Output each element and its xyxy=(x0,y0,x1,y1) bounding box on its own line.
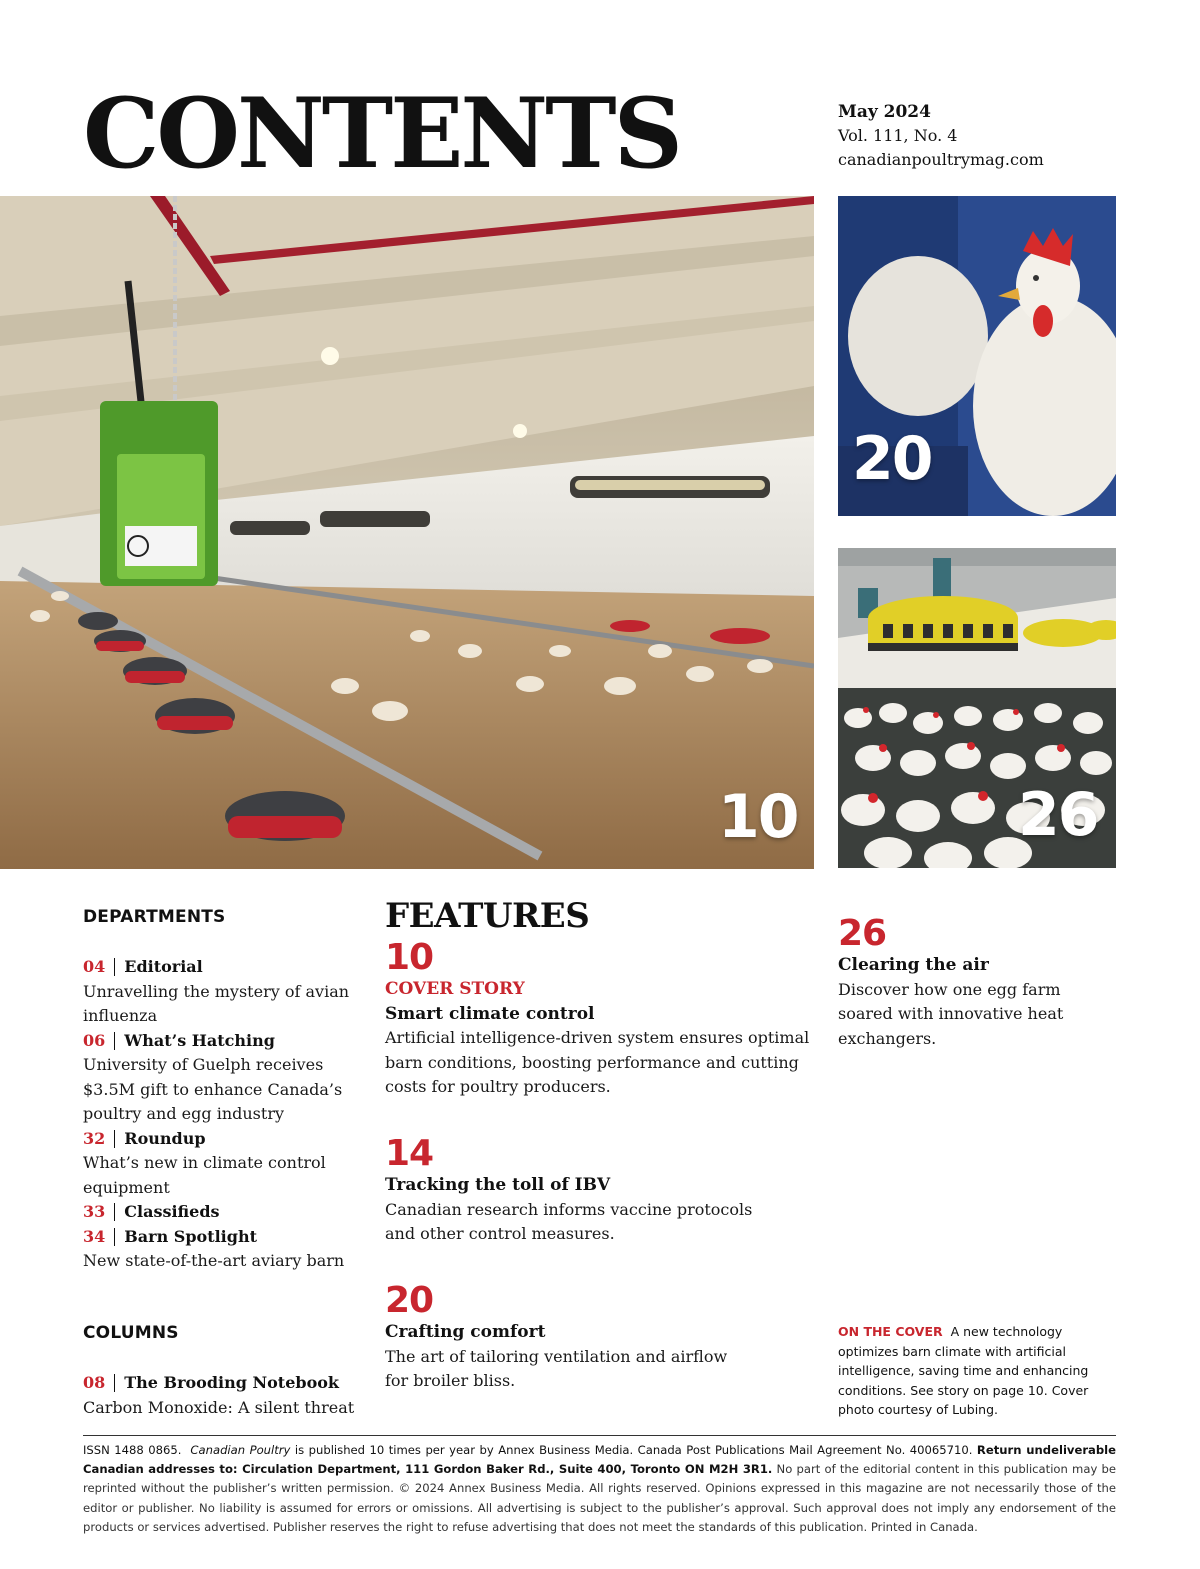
feature-title: Crafting comfort xyxy=(385,1322,546,1342)
item-description: What’s new in climate control equipment xyxy=(83,1153,326,1197)
page-number-badge: 26 xyxy=(1018,780,1098,850)
columns-list xyxy=(83,1371,358,1420)
columns-heading: COLUMNS xyxy=(83,1323,179,1343)
publication-name: Canadian Poultry xyxy=(190,1443,291,1457)
list-item[interactable] xyxy=(83,1029,358,1054)
feature-page-number: 10 xyxy=(385,937,434,978)
divider xyxy=(114,1130,115,1148)
item-title: Editorial xyxy=(124,957,203,976)
item-title: Classifieds xyxy=(124,1202,220,1221)
main-photo-barn[interactable] xyxy=(0,196,814,869)
list-item[interactable] xyxy=(83,1200,358,1225)
publication-info: is published 10 times per year by Annex Business Media. Canada Post Publications Mail Agreement No. 40065710. xyxy=(294,1443,973,1457)
item-title: What’s Hatching xyxy=(124,1030,275,1050)
issue-volume: Vol. 111, No. 4 xyxy=(838,126,958,145)
feature-description: Canadian research informs vaccine protocols and other control measures. xyxy=(385,1199,753,1243)
item-description: New state-of-the-art aviary barn xyxy=(83,1251,345,1270)
cover-caption-label: ON THE COVER xyxy=(838,1324,943,1339)
list-item[interactable] xyxy=(83,1371,358,1396)
feature-item[interactable] xyxy=(385,1282,735,1394)
cover-story-kicker: COVER STORY xyxy=(385,979,525,999)
feature-item[interactable] xyxy=(838,915,1118,1051)
page-title: CONTENTS xyxy=(83,77,680,190)
page-number: 08 xyxy=(83,1373,106,1392)
item-title: The Brooding Notebook xyxy=(124,1373,339,1392)
item-description: Carbon Monoxide: A silent threat xyxy=(83,1397,355,1417)
divider xyxy=(114,1228,115,1246)
divider xyxy=(114,1374,115,1392)
feature-description: Artificial intelligence-driven system ensures optimal barn conditions, boosting performance and cutting costs for poultry producers. xyxy=(385,1028,810,1096)
page-number: 04 xyxy=(83,957,106,976)
photo-egg-farm[interactable] xyxy=(838,548,1116,868)
photo-hens[interactable] xyxy=(838,196,1116,516)
feature-page-number: 26 xyxy=(838,913,887,954)
issue-date: May 2024 xyxy=(838,102,931,122)
feature-title: Tracking the toll of IBV xyxy=(385,1175,611,1195)
barn-illustration xyxy=(0,196,814,869)
page-number: 34 xyxy=(83,1226,106,1246)
item-description: University of Guelph receives $3.5M gift to enhance Canada’s poultry and egg industry xyxy=(83,1055,343,1123)
list-item[interactable] xyxy=(83,1225,358,1250)
divider xyxy=(114,1032,115,1050)
feature-description: Discover how one egg farm soared with innovative heat exchangers. xyxy=(838,979,1064,1048)
feature-title: Smart climate control xyxy=(385,1003,595,1024)
departments-list xyxy=(83,955,358,1274)
footer-divider xyxy=(83,1435,1116,1436)
feature-item[interactable] xyxy=(385,1135,765,1247)
feature-description: The art of tailoring ventilation and airflow for broiler bliss. xyxy=(385,1346,728,1390)
legal-notice xyxy=(83,1441,1116,1537)
cover-caption xyxy=(838,1322,1100,1420)
return-address: Return undeliverable Canadian addresses to: Circulation Department, 111 Gordon Baker Rd., Suite 400, Toronto ON M2H 3R1. xyxy=(83,1443,1117,1477)
list-item[interactable] xyxy=(83,1127,358,1152)
item-description: Unravelling the mystery of avian influenza xyxy=(83,981,350,1025)
item-title: Barn Spotlight xyxy=(124,1226,257,1246)
page-number-badge: 20 xyxy=(852,424,932,494)
page-number: 06 xyxy=(83,1030,106,1050)
feature-page-number: 14 xyxy=(385,1133,434,1174)
issue-info xyxy=(838,100,1044,172)
feature-page-number: 20 xyxy=(385,1280,434,1321)
departments-heading: DEPARTMENTS xyxy=(83,907,226,927)
divider xyxy=(114,1203,115,1221)
divider xyxy=(114,958,115,976)
list-item[interactable] xyxy=(83,955,358,980)
cover-caption-text: A new technology optimizes barn climate with artificial intelligence, saving time and enhancing conditions. See story on page 10. Cover photo courtesy of Lubing. xyxy=(838,1324,1089,1417)
issn: ISSN 1488 0865. xyxy=(83,1443,182,1457)
page-number: 32 xyxy=(83,1128,106,1148)
legal-text: No part of the editorial content in this publication may be reprinted without the publisher’s written permission. © 2024 Annex Business Media. All rights reserved. Opinions expressed in this magazine are not necessarily those of the editor or publisher. No liability is assumed for errors or omissions. All advertising is subject to the publisher’s approval. Such approval does not imply any endorsement of the products or services advertised. Publisher reserves the right to refuse advertising that does not meet the standards of this publication. Printed in Canada. xyxy=(83,1462,1117,1534)
features-heading: FEATURES xyxy=(385,896,590,936)
page-number-badge: 10 xyxy=(718,782,798,852)
feature-title: Clearing the air xyxy=(838,955,989,975)
item-title: Roundup xyxy=(124,1128,206,1148)
website-link[interactable]: canadianpoultrymag.com xyxy=(838,150,1044,169)
feature-item[interactable] xyxy=(385,939,815,1100)
page-number: 33 xyxy=(83,1202,106,1221)
